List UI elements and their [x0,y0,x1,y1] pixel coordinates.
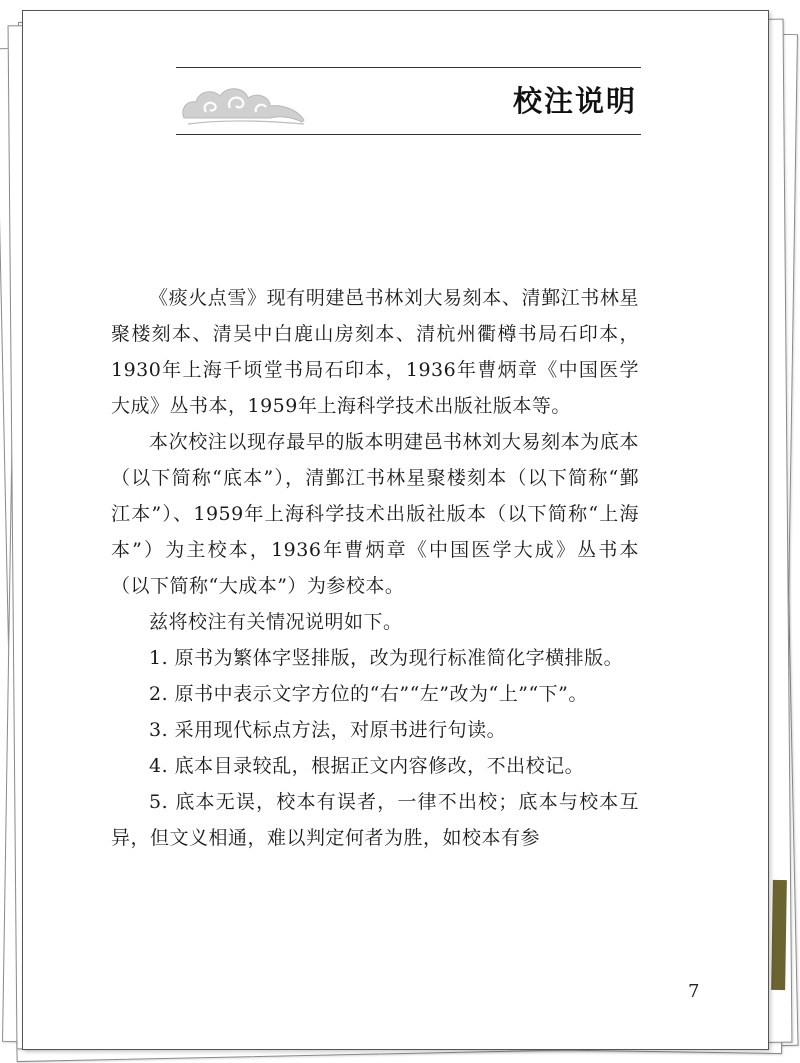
list-item-rule-2: 2. 原书中表示文字方位的“右”“左”改为“上”“下”。 [149,683,588,705]
document-page [22,10,769,1050]
auspicious-cloud-icon [178,74,308,130]
book-cover-edge [771,880,787,990]
explanatory-notes-body [111,280,639,856]
paragraph-editions: 《痰火点雪》现有明建邑书林刘大易刻本、清鄞江书林星聚楼刻本、清吴中白鹿山房刻本、清杭州衢樽书局石印本，1930年上海千顷堂书局石印本，1936年曹炳章《中国医学大成》丛书本，1959年上海科学技术出版社版本等。 [111,287,639,417]
list-item-rule-3: 3. 采用现代标点方法，对原书进行句读。 [149,719,507,741]
page-title: 校注说明 [512,84,637,118]
list-item-rule-4: 4. 底本目录较乱，根据正文内容修改，不出校记。 [149,755,585,777]
list-item-rule-5: 5. 底本无误，校本有误者，一律不出校；底本与校本互异，但文义相通，难以判定何者为胜，如校本有参 [111,791,639,849]
paragraph-base-and-collation-texts: 本次校注以现存最早的版本明建邑书林刘大易刻本为底本（以下简称“底本”），清鄞江书林星聚楼刻本（以下简称“鄞江本”）、1959年上海科学技术出版社版本（以下简称“上海本”）为主校本，1936年曹炳章《中国医学大成》丛书本（以下简称“大成本”）为参校本。 [111,431,639,597]
paragraph-intro: 兹将校注有关情况说明如下。 [149,611,403,633]
page-number: 7 [688,981,700,1002]
chapter-header [176,67,641,135]
list-item-rule-1: 1. 原书为繁体字竖排版，改为现行标准简化字横排版。 [149,647,624,669]
